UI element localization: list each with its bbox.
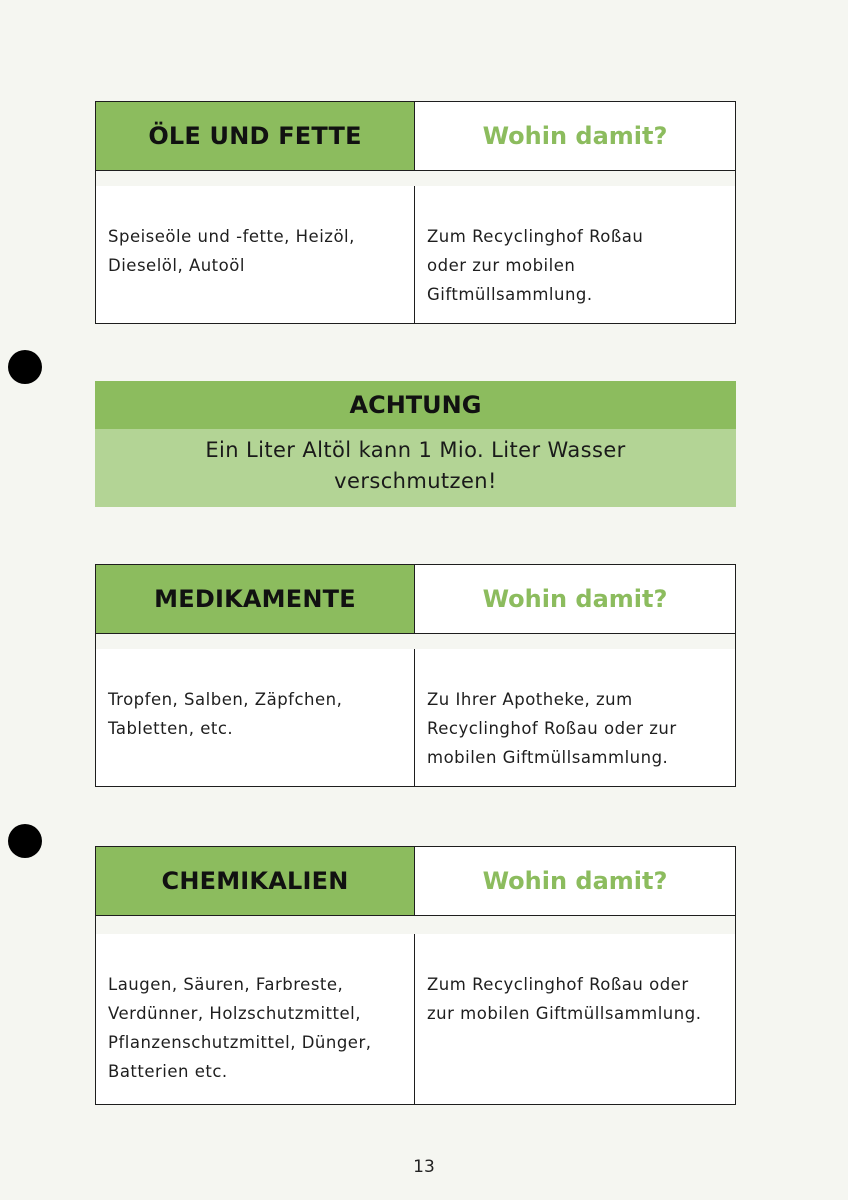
table-chemicals: [95, 846, 736, 1105]
destination-cell: [415, 934, 735, 1104]
items-line: Tropfen, Salben, Zäpfchen,: [108, 689, 343, 709]
notice-line: verschmutzen!: [334, 469, 497, 493]
destination-line: oder zur mobilen: [427, 255, 576, 275]
notice-body: [95, 429, 736, 507]
destination-line: Recyclinghof Roßau oder zur: [427, 718, 677, 738]
destination-cell: [415, 186, 735, 324]
destination-heading: Wohin damit?: [415, 847, 735, 916]
warning-notice: [95, 381, 736, 507]
items-line: Laugen, Säuren, Farbreste,: [108, 975, 344, 994]
destination-heading: Wohin damit?: [415, 102, 735, 171]
destination-heading: Wohin damit?: [415, 565, 735, 634]
items-cell: [96, 934, 415, 1104]
items-line: Dieselöl, Autoöl: [108, 255, 245, 275]
destination-line: Giftmüllsammlung.: [427, 284, 593, 304]
items-line: Tabletten, etc.: [108, 718, 234, 738]
destination-cell: [415, 649, 735, 787]
items-cell: [96, 649, 415, 787]
punch-hole-top: [8, 350, 42, 384]
items-cell: [96, 186, 415, 324]
destination-line: mobilen Giftmüllsammlung.: [427, 747, 669, 767]
category-heading: ÖLE UND FETTE: [96, 102, 415, 171]
destination-line: zur mobilen Giftmüllsammlung.: [427, 1004, 702, 1023]
items-line: Verdünner, Holzschutzmittel,: [108, 1004, 361, 1023]
destination-line: Zu Ihrer Apotheke, zum: [427, 689, 633, 709]
notice-title: ACHTUNG: [95, 381, 736, 429]
table-oils-fats: [95, 101, 736, 324]
items-line: Pflanzenschutzmittel, Dünger,: [108, 1033, 372, 1052]
notice-line: Ein Liter Altöl kann 1 Mio. Liter Wasser: [205, 438, 626, 462]
table-medications: [95, 564, 736, 787]
items-line: Speiseöle und -fette, Heizöl,: [108, 226, 355, 246]
punch-hole-bottom: [8, 824, 42, 858]
destination-line: Zum Recyclinghof Roßau: [427, 226, 644, 246]
page-number: 13: [413, 1157, 435, 1177]
destination-line: Zum Recyclinghof Roßau oder: [427, 975, 689, 994]
category-heading: MEDIKAMENTE: [96, 565, 415, 634]
category-heading: CHEMIKALIEN: [96, 847, 415, 916]
items-line: Batterien etc.: [108, 1062, 228, 1081]
